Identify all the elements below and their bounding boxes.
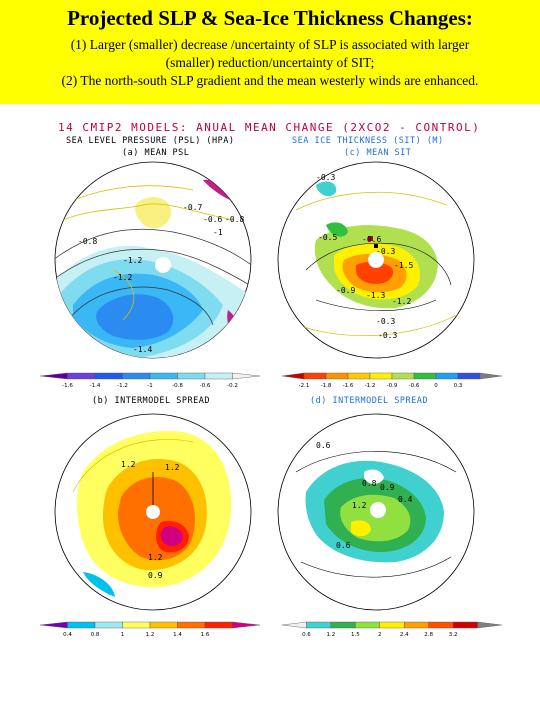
colorbar-psl-mean-swatch [233,373,261,379]
sit-label-3: -0.6 [362,235,382,244]
colorbar-psl-spread-swatch [233,622,261,628]
colorbar-sit-mean-swatch [282,373,304,379]
sit-spread-label-6: 0.6 [336,541,351,550]
slide-title: Projected SLP & Sea-Ice Thickness Changes: [67,6,473,30]
colorbar-psl-spread-swatch [68,622,96,628]
colorbar-psl-spread-tick-label: 0.4 [63,632,72,638]
colorbar-psl-mean-tick-label: -0.2 [227,383,238,389]
panel-c-heading: SEA ICE THICKNESS (SIT) (M) [292,136,444,146]
colorbar-sit-mean-swatch [414,373,436,379]
colorbar-sit-spread-tick-label: 2.8 [424,632,434,638]
colorbar-psl-mean [30,371,270,393]
colorbar-sit-mean-swatch [436,373,458,379]
colorbar-sit-spread-swatch [306,622,330,628]
colorbar-psl-spread-tick-label: 1 [120,632,125,638]
sit-label-1: -0.3 [316,173,336,182]
colorbar-sit-mean-swatch [370,373,392,379]
sit-label-10: -0.3 [378,331,398,340]
colorbar-sit-spread-swatch [404,622,428,628]
sit-label-6: -1.5 [394,261,414,270]
psl-label-7: -1.2 [113,273,133,282]
colorbar-psl-mean-tick-label: -1 [147,383,153,389]
colorbar-sit-mean [272,371,512,393]
colorbar-psl-spread-tick-label: 1.4 [173,632,182,638]
colorbar-sit-mean-tick-label: -1.8 [320,383,332,389]
colorbar-sit-mean-tick-label: -1.2 [364,383,376,389]
figure-title: 14 CMIP2 MODELS: ANUAL MEAN CHANGE (2XCO2 - CONTROL) [58,121,481,134]
sit-label-4: -0.3 [376,247,396,256]
spread-label-3: 1.2 [148,553,163,562]
colorbar-psl-mean-swatch [40,373,68,379]
colorbar-psl-spread-tick-label: 1.6 [200,632,210,638]
colorbar-psl-mean-tick-label: -1.2 [117,383,128,389]
colorbar-psl-mean-swatch [123,373,151,379]
colorbar-psl-spread-swatch [150,622,178,628]
colorbar-sit-mean-tick-label: 0 [434,383,438,389]
colorbar-sit-mean-tick-label: -0.6 [408,383,420,389]
colorbar-sit-mean-swatch [304,373,326,379]
colorbar-psl-mean-swatch [178,373,206,379]
panel-a-map [53,160,253,360]
sit-spread-label-4: 0.4 [398,495,413,504]
colorbar-psl-mean-swatch [95,373,123,379]
panel-b-map [53,412,253,612]
colorbar-sit-mean-tick-label: 0.3 [453,383,463,389]
sit-label-5: -0.9 [336,286,356,295]
colorbar-psl-spread [30,620,270,642]
colorbar-sit-spread-tick-label: 2 [378,632,382,638]
colorbar-sit-mean-tick-label: -0.9 [386,383,398,389]
colorbar-sit-mean-swatch [348,373,370,379]
colorbar-sit-spread-tick-label: 3.2 [448,632,458,638]
title-banner [0,0,540,104]
colorbar-sit-mean-tick-label: -1.6 [342,383,354,389]
colorbar-psl-mean-swatch [68,373,96,379]
colorbar-sit-mean-swatch [480,373,502,379]
colorbar-sit-spread-tick-label: 2.4 [399,632,409,638]
colorbar-sit-spread-tick-label: 0.6 [302,632,311,638]
colorbar-sit-spread-tick-label: 1.2 [326,632,336,638]
colorbar-sit-spread-swatch [331,622,355,628]
colorbar-psl-mean-swatch [205,373,233,379]
colorbar-psl-spread-tick-label: 0.8 [90,632,100,638]
sit-label-2: -0.5 [318,233,338,242]
subtitle-line-2: (smaller) reduction/uncertainty of SIT; [165,55,375,70]
panel-c-label: (c) MEAN SIT [344,148,412,158]
spread-label-2: 1.2 [165,463,180,472]
subtitle-line-1: (1) Larger (smaller) decrease /uncertainty of SLP is associated with larger [70,37,470,52]
psl-label-4: -0.8 [78,237,98,246]
sit-label-8: -1.2 [392,297,412,306]
colorbar-psl-spread-swatch [95,622,123,628]
psl-label-5: -1 [213,228,223,237]
colorbar-psl-mean-tick-label: -0.8 [172,383,183,389]
psl-label-2: -0.6 [203,215,223,224]
sit-spread-label-3: 0.9 [380,483,395,492]
psl-label-6: -1.2 [123,256,143,265]
colorbar-sit-mean-swatch [392,373,414,379]
colorbar-sit-spread-swatch [429,622,453,628]
subtitle-line-3: (2) The north-south SLP gradient and the mean westerly winds are enhanced. [61,73,479,88]
sit-label-9: -0.3 [376,317,396,326]
colorbar-sit-spread-swatch [380,622,404,628]
panel-c-map [276,160,476,360]
colorbar-sit-mean-swatch [326,373,348,379]
colorbar-psl-mean-tick-label: -1.4 [89,383,101,389]
psl-label-1: -0.7 [183,203,203,212]
panel-b-label: (b) INTERMODEL SPREAD [92,396,210,406]
colorbar-psl-spread-swatch [123,622,151,628]
sit-label-7: -1.3 [366,291,386,300]
panel-a-label: (a) MEAN PSL [122,148,190,158]
colorbar-psl-spread-swatch [178,622,206,628]
colorbar-sit-spread [272,620,512,642]
sit-spread-label-5: 1.2 [352,501,367,510]
colorbar-sit-spread-swatch [355,622,379,628]
colorbar-psl-mean-tick-label: -1.6 [62,383,73,389]
colorbar-psl-spread-swatch [40,622,68,628]
sit-spread-label-1: 0.6 [316,441,331,450]
colorbar-sit-spread-swatch [478,622,502,628]
colorbar-sit-spread-swatch [282,622,306,628]
panel-a-heading: SEA LEVEL PRESSURE (PSL) (HPA) [66,136,235,146]
colorbar-sit-spread-tick-label: 1.5 [350,632,360,638]
psl-label-3: -0.8 [225,215,245,224]
spread-label-1: 1.2 [121,460,136,469]
colorbar-sit-mean-swatch [458,373,480,379]
colorbar-psl-mean-swatch [150,373,178,379]
colorbar-sit-mean-tick-label: -2.1 [298,383,310,389]
spread-label-4: 0.9 [148,571,163,580]
psl-label-8: -1.4 [133,345,153,354]
colorbar-psl-mean-tick-label: -0.6 [199,383,211,389]
panel-d-map [276,412,476,612]
panel-d-label: (d) INTERMODEL SPREAD [310,396,428,406]
slide-subtitle [6,36,534,90]
colorbar-sit-spread-swatch [453,622,477,628]
colorbar-psl-spread-swatch [205,622,233,628]
colorbar-psl-spread-tick-label: 1.2 [145,632,155,638]
sit-spread-label-2: 0.8 [362,479,377,488]
